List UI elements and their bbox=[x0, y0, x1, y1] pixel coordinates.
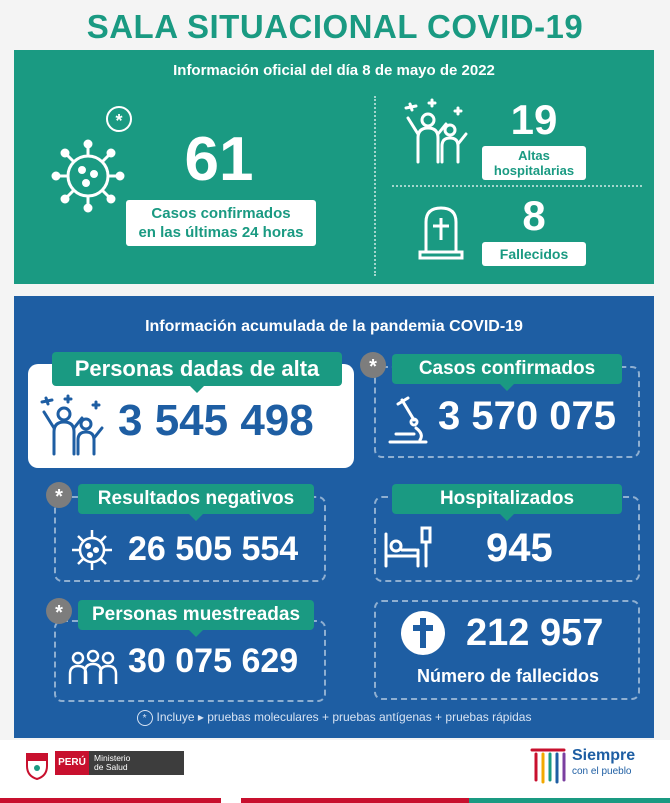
celebrating-people-icon bbox=[404, 98, 470, 164]
slogan-line1: Siempre bbox=[572, 747, 636, 764]
slogan-line2: con el pueblo bbox=[572, 766, 632, 777]
confirmed-label: Casos confirmados bbox=[392, 354, 622, 384]
negative-label: Resultados negativos bbox=[78, 484, 314, 514]
daily-deaths-label: Fallecidos bbox=[482, 242, 586, 266]
daily-discharges-label-line1: Altas bbox=[518, 148, 550, 163]
deaths-value: 212 957 bbox=[466, 612, 604, 654]
coat-of-arms-icon bbox=[24, 750, 50, 780]
cross-icon bbox=[400, 610, 446, 656]
footnote bbox=[14, 710, 654, 726]
daily-subtitle: Información oficial del día 8 de mayo de 2022 bbox=[173, 62, 495, 79]
daily-cases-label bbox=[126, 200, 316, 246]
asterisk-badge: * bbox=[46, 598, 72, 624]
footer bbox=[0, 740, 670, 803]
cumulative-subtitle: Información acumulada de la pandemia COVID-19 bbox=[145, 318, 523, 335]
virus-icon bbox=[52, 140, 124, 212]
daily-panel bbox=[14, 50, 654, 284]
sampled-value: 30 075 629 bbox=[128, 642, 299, 680]
footer-color-bar bbox=[0, 798, 670, 803]
tombstone-icon bbox=[416, 202, 466, 262]
vertical-divider bbox=[374, 96, 376, 276]
slogan-logo bbox=[572, 748, 635, 780]
daily-discharges-label-line2: hospitalarias bbox=[493, 163, 575, 178]
siempre-logo-icon bbox=[528, 746, 568, 786]
deaths-label: Número de fallecidos bbox=[416, 666, 600, 686]
asterisk-badge: * bbox=[137, 710, 153, 726]
daily-discharges-label bbox=[482, 146, 586, 180]
confirmed-value: 3 570 075 bbox=[438, 394, 616, 438]
daily-discharges-value: 19 bbox=[510, 96, 558, 143]
ministry-line2: de Salud bbox=[94, 762, 128, 772]
negative-value: 26 505 554 bbox=[128, 530, 299, 568]
daily-deaths-value: 8 bbox=[522, 192, 546, 239]
asterisk-badge: * bbox=[360, 352, 386, 378]
asterisk-badge: * bbox=[106, 106, 132, 132]
discharged-value: 3 545 498 bbox=[118, 396, 314, 445]
hospitalized-label: Hospitalizados bbox=[392, 484, 622, 514]
sampled-label: Personas muestreadas bbox=[78, 600, 314, 630]
microscope-icon bbox=[384, 396, 430, 446]
cumulative-panel bbox=[14, 296, 654, 738]
ministry-badge bbox=[89, 751, 184, 775]
daily-cases-label-line2: en las últimas 24 horas bbox=[138, 224, 304, 241]
virus-icon bbox=[70, 528, 114, 572]
celebrating-people-icon bbox=[40, 394, 106, 456]
discharged-label: Personas dadas de alta bbox=[52, 352, 342, 386]
ministry-line1: Ministerio bbox=[94, 753, 131, 763]
footnote-text: Incluye ▸ pruebas moleculares + pruebas antígenas + pruebas rápidas bbox=[156, 710, 532, 725]
daily-cases-label-line1: Casos confirmados bbox=[151, 205, 291, 222]
page-title: SALA SITUACIONAL COVID-19 bbox=[86, 8, 584, 45]
group-of-people-icon bbox=[66, 648, 120, 686]
hospitalized-value: 945 bbox=[486, 526, 553, 570]
peru-badge: PERÚ bbox=[55, 751, 89, 775]
hospital-bed-icon bbox=[382, 524, 434, 570]
horizontal-divider bbox=[392, 185, 642, 187]
daily-cases-value: 61 bbox=[184, 125, 254, 194]
asterisk-badge: * bbox=[46, 482, 72, 508]
